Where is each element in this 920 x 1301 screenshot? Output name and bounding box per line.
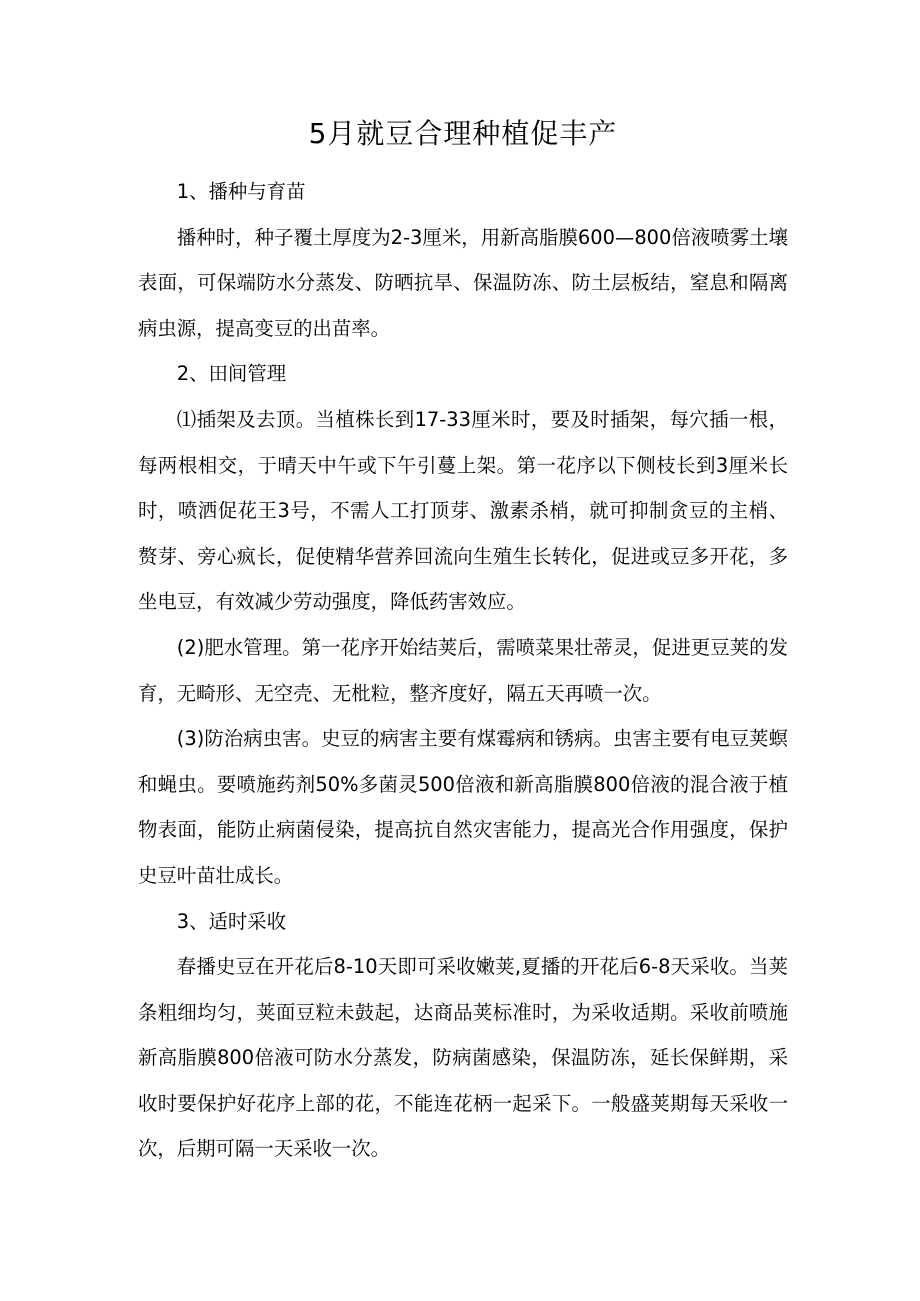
paragraph-fertilizer-water: (2)肥水管理。第一花序开始结荚后，需喷菜果壮蒂灵，促进更豆荚的发育，无畸形、无空壳、无枇粒，整齐度好，隔五天再喷一次。	[138, 635, 788, 705]
section-heading-sowing: 1、播种与育苗	[176, 180, 306, 203]
paragraph-harvest: 春播史豆在开花后8-10天即可采收嫩荚,夏播的开花后6-8天采收。当荚条粗细均匀，荚面豆粒未鼓起，达商品荚标准时，为采收适期。采收前喷施新高脂膜800倍液可防水分蒸发，防病菌感染，保温防冻，延长保鲜期，采收时要保护好花序上部的花，不能连花柄一起采下。一般盛荚期每天采收一次，后期可隔一天采收一次。	[138, 955, 788, 1161]
paragraph-pest-control: (3)防治病虫害。史豆的病害主要有煤霉病和锈病。虫害主要有电豆荚螟和蝇虫。要喷施药剂50%多菌灵500倍液和新高脂膜800倍液的混合液于植物表面，能防止病菌侵染，提高抗自然灾害能力，提高光合作用强度，保护史豆叶苗壮成长。	[138, 727, 788, 887]
document-title: 5月就豆合理种植促丰产	[308, 117, 618, 150]
section-heading-field-management: 2、田间管理	[176, 362, 287, 386]
section-heading-harvest: 3、适时采收	[176, 909, 287, 933]
document-page	[138, 112, 788, 1172]
paragraph-sowing: 播种时，种子覆土厚度为2-3厘米，用新高脂膜600—800倍液喷雾土壤表面，可保端防水分蒸发、防晒抗旱、保温防冻、防土层板结，窒息和隔离病虫源，提高变豆的出苗率。	[138, 225, 788, 340]
paragraph-trellis-topping: ⑴插架及去顶。当植株长到17-33厘米时，要及时插架，每穴插一根，每两根相交，于晴天中午或下午引蔓上架。第一花序以下侧枝长到3厘米长时，喷洒促花王3号，不需人工打顶芽、激素杀梢，就可抑制贪豆的主梢、赘芽、旁心疯长，促使精华营养回流向生殖生长转化，促进或豆多开花，多坐电豆，有效减少劳动强度，降低药害效应。	[138, 407, 788, 614]
